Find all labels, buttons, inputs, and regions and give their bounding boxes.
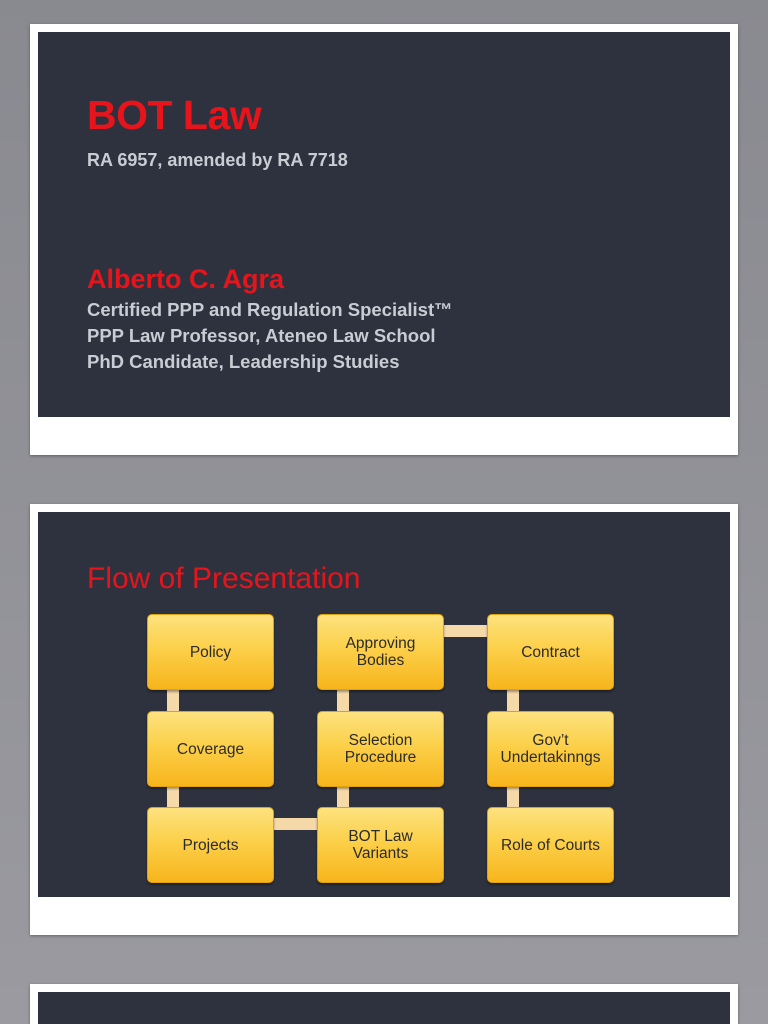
flow-title: Flow of Presentation [87,562,361,595]
author-credentials [87,297,453,375]
connector-policy-coverage [167,690,179,712]
box-bot-law-variants: BOT Law Variants [317,807,444,883]
box-role-of-courts: Role of Courts [487,807,614,883]
page-1 [30,24,738,455]
page-3 [30,984,738,1024]
box-coverage: Coverage [147,711,274,787]
box-govt-undertakings: Gov’t Undertakinngs [487,711,614,787]
box-policy: Policy [147,614,274,690]
title-slide [38,32,730,417]
credential-line: PPP Law Professor, Ateneo Law School [87,325,436,346]
connector-variants-selection [337,787,349,808]
author-name: Alberto C. Agra [87,264,285,294]
next-slide [38,992,730,1024]
connector-selection-approving [337,690,349,712]
box-contract: Contract [487,614,614,690]
credential-line: Certified PPP and Regulation Specialist™ [87,299,453,320]
presentation-subtitle: RA 6957, amended by RA 7718 [87,150,348,170]
page-2 [30,504,738,935]
presentation-title: BOT Law [87,92,262,138]
connector-approving-contract [444,625,488,637]
connector-projects-variants [274,818,318,830]
box-selection-procedure: Selection Procedure [317,711,444,787]
flow-slide [38,512,730,897]
connector-contract-govt [507,690,519,712]
credential-line: PhD Candidate, Leadership Studies [87,351,400,372]
box-approving-bodies: Approving Bodies [317,614,444,690]
box-projects: Projects [147,807,274,883]
connector-coverage-projects [167,787,179,808]
connector-govt-courts [507,787,519,808]
